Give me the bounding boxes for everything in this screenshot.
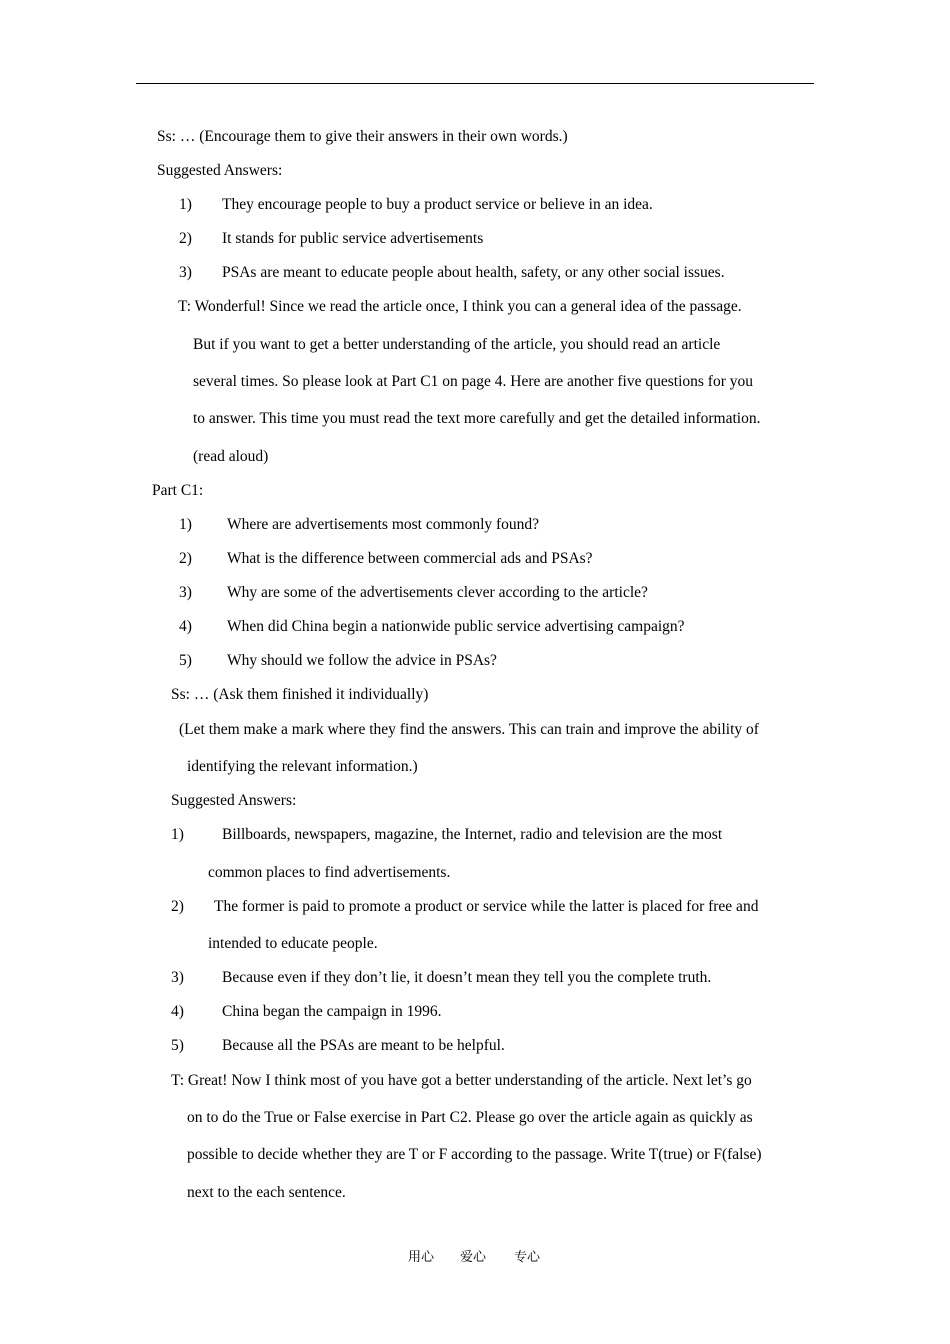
question-text: When did China begin a nationwide public service advertising campaign? xyxy=(227,618,685,635)
answer-text-continued: intended to educate people. xyxy=(208,935,378,952)
teacher-line: next to the each sentence. xyxy=(187,1184,346,1201)
part-c1-title: Part C1: xyxy=(152,482,204,499)
question-text: Why are some of the advertisements clever according to the article? xyxy=(227,584,648,601)
answer-text: It stands for public service advertisements xyxy=(222,230,484,247)
answer-text: Billboards, newspapers, magazine, the Internet, radio and television are the most xyxy=(222,826,723,843)
teacher-note: (Let them make a mark where they find the answers. This can train and improve the ability of xyxy=(179,721,759,738)
question-number: 4) xyxy=(179,618,192,635)
teacher-line: possible to decide whether they are T or F according to the passage. Write T(true) or F(false) xyxy=(187,1146,762,1163)
answer-number: 4) xyxy=(171,1003,184,1020)
teacher-line: But if you want to get a better understanding of the article, you should read an article xyxy=(193,336,721,353)
answer-text-continued: common places to find advertisements. xyxy=(208,864,451,881)
teacher-line: T: Wonderful! Since we read the article once, I think you can a general idea of the passage. xyxy=(178,298,742,315)
suggested-answers-label: Suggested Answers: xyxy=(157,162,283,179)
students-response: Ss: … (Ask them finished it individually) xyxy=(171,686,429,703)
answer-text: China began the campaign in 1996. xyxy=(222,1003,442,1020)
teacher-line: (read aloud) xyxy=(193,448,269,465)
suggested-answers-label: Suggested Answers: xyxy=(171,792,297,809)
question-number: 2) xyxy=(179,550,192,567)
answer-text: They encourage people to buy a product service or believe in an idea. xyxy=(222,196,653,213)
answer-text: Because even if they don’t lie, it doesn’t mean they tell you the complete truth. xyxy=(222,969,712,986)
footer-text: 专心 xyxy=(514,1250,541,1265)
answer-number: 2) xyxy=(171,898,184,915)
answer-text: The former is paid to promote a product or service while the latter is placed for free and xyxy=(214,898,759,915)
answer-number: 5) xyxy=(171,1037,184,1054)
answer-number: 3) xyxy=(171,969,184,986)
question-text: What is the difference between commercial ads and PSAs? xyxy=(227,550,593,567)
header-rule xyxy=(136,83,814,84)
answer-number: 1) xyxy=(179,196,192,213)
question-text: Where are advertisements most commonly found? xyxy=(227,516,540,533)
teacher-line: to answer. This time you must read the text more carefully and get the detailed information. xyxy=(193,410,761,427)
question-number: 3) xyxy=(179,584,192,601)
footer-text: 爱心 xyxy=(460,1250,487,1265)
teacher-line: T: Great! Now I think most of you have got a better understanding of the article. Next let’s go xyxy=(171,1072,752,1089)
answer-text: PSAs are meant to educate people about health, safety, or any other social issues. xyxy=(222,264,725,281)
answer-number: 1) xyxy=(171,826,184,843)
teacher-line: several times. So please look at Part C1 on page 4. Here are another five questions for you xyxy=(193,373,753,390)
answer-number: 3) xyxy=(179,264,192,281)
teacher-line: on to do the True or False exercise in Part C2. Please go over the article again as quickly as xyxy=(187,1109,753,1126)
teacher-note: identifying the relevant information.) xyxy=(187,758,418,775)
answer-text: Because all the PSAs are meant to be helpful. xyxy=(222,1037,505,1054)
question-number: 5) xyxy=(179,652,192,669)
question-text: Why should we follow the advice in PSAs? xyxy=(227,652,497,669)
answer-number: 2) xyxy=(179,230,192,247)
question-number: 1) xyxy=(179,516,192,533)
students-response: Ss: … (Encourage them to give their answers in their own words.) xyxy=(157,128,568,145)
footer-text: 用心 xyxy=(408,1250,435,1265)
